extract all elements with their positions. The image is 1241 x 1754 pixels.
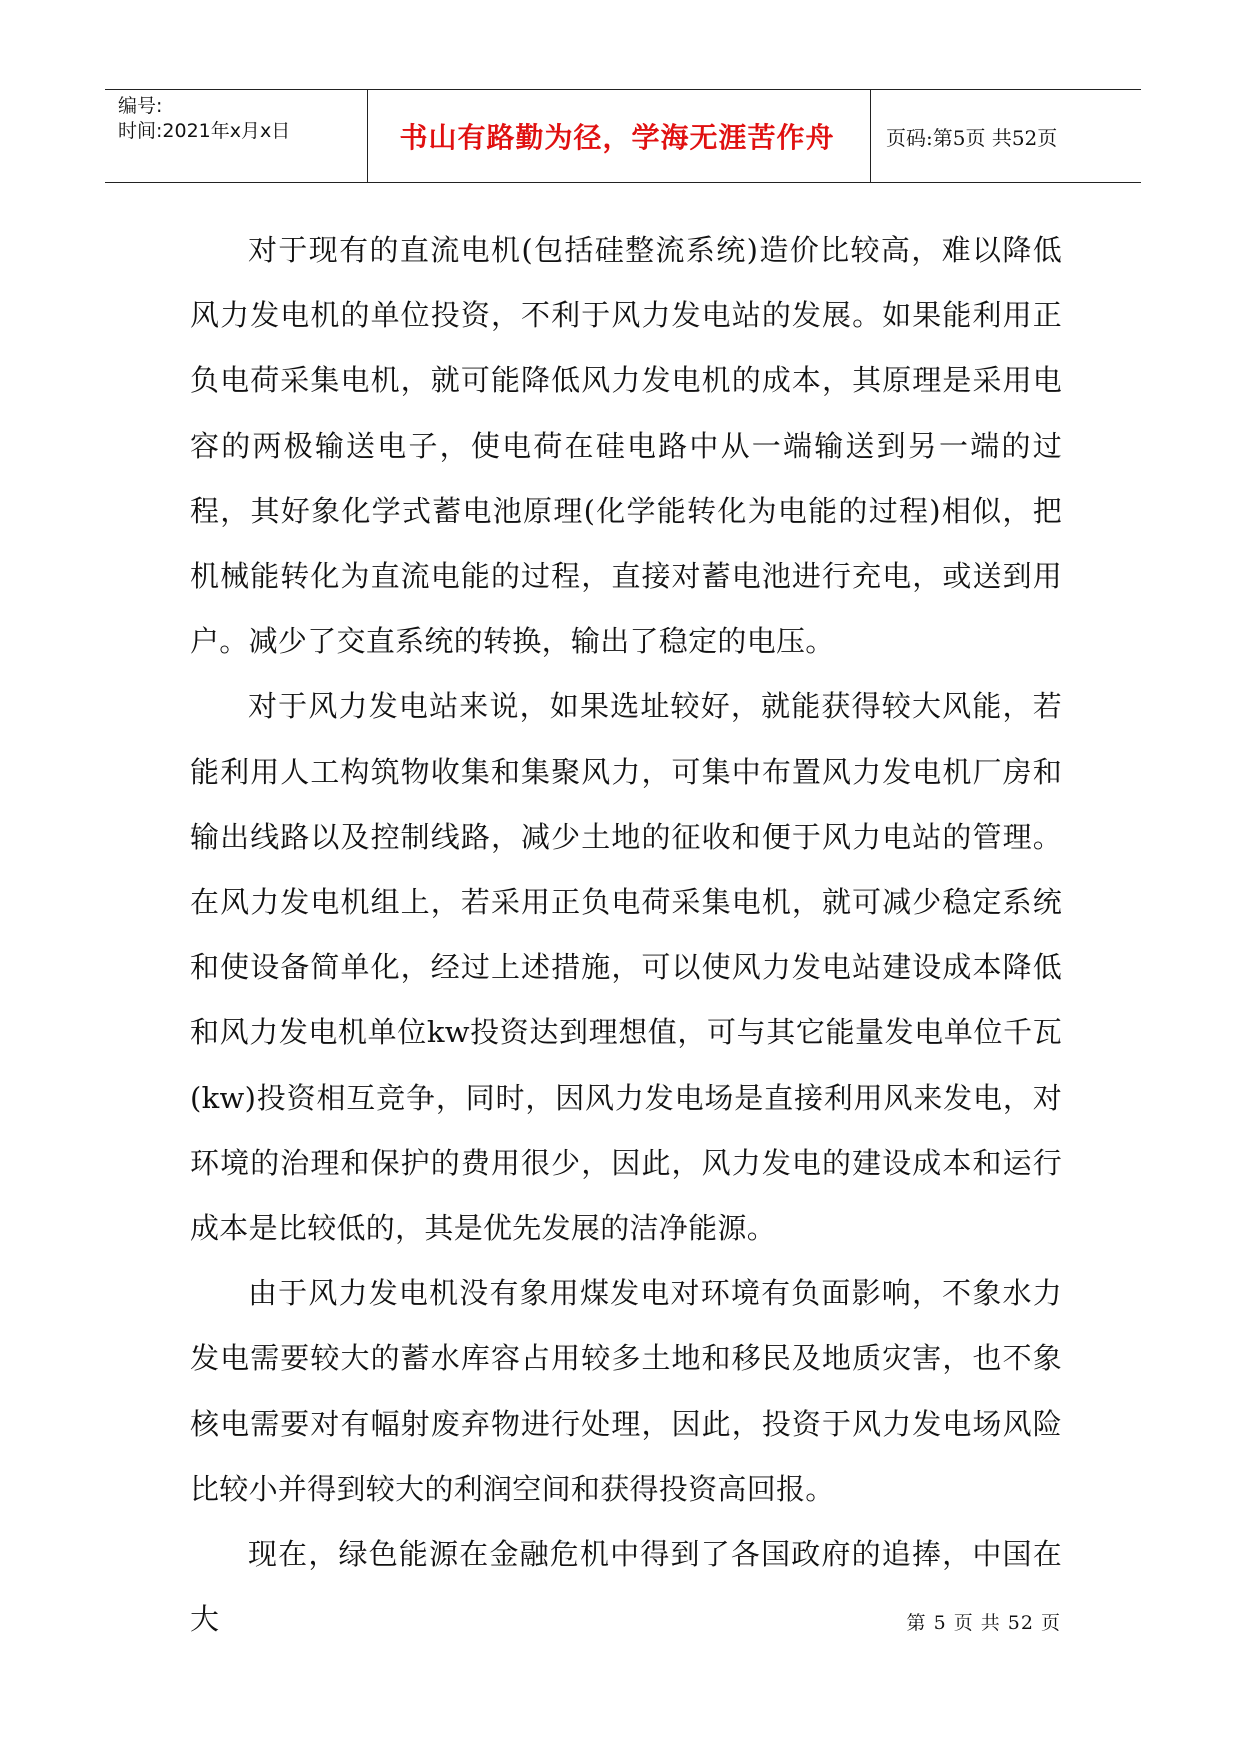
time-label: 时间:2021年x月x日 — [118, 120, 291, 142]
header-motto: 书山有路勤为径，学海无涯苦作舟 — [399, 121, 835, 154]
document-body — [190, 218, 1062, 1652]
header-page-number: 页码:第5页 共52页 — [886, 125, 1058, 150]
page-header — [105, 89, 1141, 183]
header-meta — [118, 94, 290, 144]
paragraph: 现在，绿色能源在金融危机中得到了各国政府的追捧，中国在大 — [190, 1537, 1062, 1637]
header-divider-right — [870, 90, 871, 182]
page-footer: 第 5 页 共 52 页 — [906, 1612, 1061, 1634]
serial-number-label: 编号: — [118, 95, 163, 117]
header-divider-left — [367, 90, 368, 182]
paragraph: 由于风力发电机没有象用煤发电对环境有负面影响，不象水力发电需要较大的蓄水库容占用较多土地和移民及地质灾害，也不象核电需要对有幅射废弃物进行处理，因此，投资于风力发电场风险比较小并得到较大的利润空间和获得投资高回报。 — [190, 1276, 1062, 1506]
paragraph: 对于现有的直流电机(包括硅整流系统)造价比较高，难以降低风力发电机的单位投资，不利于风力发电站的发展。如果能利用正负电荷采集电机，就可能降低风力发电机的成本，其原理是采用电容的两极输送电子，使电荷在硅电路中从一端输送到另一端的过程，其好象化学式蓄电池原理(化学能转化为电能的过程)相似，把机械能转化为直流电能的过程，直接对蓄电池进行充电，或送到用户。减少了交直系统的转换，输出了稳定的电压。 — [190, 233, 1062, 659]
paragraph: 对于风力发电站来说，如果选址较好，就能获得较大风能，若能利用人工构筑物收集和集聚风力，可集中布置风力发电机厂房和输出线路以及控制线路，减少土地的征收和便于风力电站的管理。在风力发电机组上，若采用正负电荷采集电机，就可减少稳定系统和使设备简单化，经过上述措施，可以使风力发电站建设成本降低和风力发电机单位kw投资达到理想值，可与其它能量发电单位千瓦(kw)投资相互竞争，同时，因风力发电场是直接利用风来发电，对环境的治理和保护的费用很少，因此，风力发电的建设成本和运行成本是比较低的，其是优先发展的洁净能源。 — [190, 689, 1062, 1246]
